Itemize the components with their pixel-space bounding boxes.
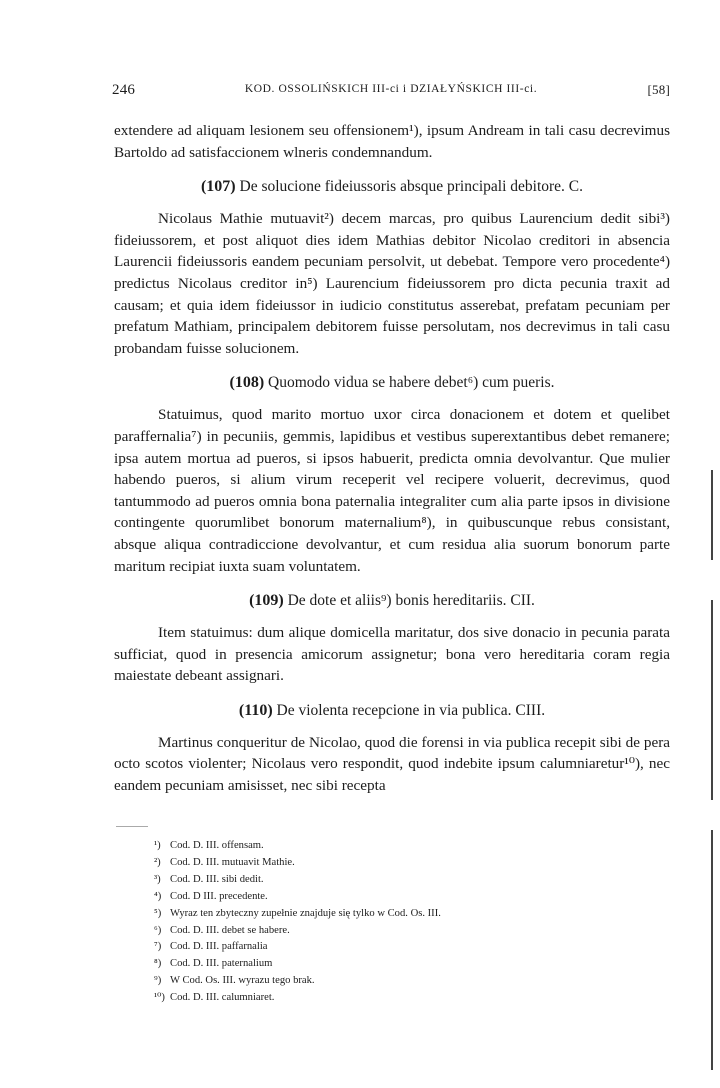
footnote-text: Cod. D. III. offensam. xyxy=(170,840,264,851)
footnote-text: Wyraz ten zbyteczny zupełnie znajduje się tylko w Cod. Os. III. xyxy=(170,907,441,919)
footnote-text: Cod. D. III. mutuavit Mathie. xyxy=(170,856,295,868)
footnote-divider xyxy=(116,826,148,827)
heading-text: Quomodo vidua se habere debet⁶) cum pueris. xyxy=(268,374,555,392)
heading-text: De solucione fideiussoris absque principali debitore. C. xyxy=(239,178,584,196)
paragraph-109: Item statuimus: dum alique domicella maritatur, dos sive donacio in pecunia parata sufficiat, quod in presencia amicorum assignetur; bona vero hereditaria coram regia maiestate debeant assignari. xyxy=(114,624,670,685)
footnote-mark: ⁹) xyxy=(154,975,162,987)
footnote xyxy=(154,973,634,990)
footnote-mark: ⁴) xyxy=(154,890,162,902)
footnote-text: Cod. D III. precedente. xyxy=(170,890,268,902)
footnotes xyxy=(154,838,634,1007)
paragraph-continued: extendere ad aliquam lesionem seu offensionem¹), ipsum Andream in tali casu decrevimus Bartoldo ad satisfaccionem wlneris condemnandum. xyxy=(114,122,670,161)
heading-107 xyxy=(114,176,670,197)
scan-edge-line xyxy=(711,830,713,1070)
paragraph-108: Statuimus, quod marito mortuo uxor circa donacionem et dotem et quelibet paraffernalia⁷) in pecuniis, gemmis, lapidibus et vestibus superextantibus debet remanere; ipsa autem mortua ad pueros, si ipsos habuerit, predicta omnia devolvantur. Que mulier habendo pueros, si alium virum receperit vel recipere voluerit, decrevimus, quod tantummodo ad pueros omnia bona paternalia integraliter cum alia parte ipsos in divisione contingente quorumlibet bonorum maternalium⁸), in quibuscunque rebus consistant, absque aliqua contradiccione devolvantur, et cum residua alia suorum bonorum parte maritum recipiat iuxta suam voluntatem. xyxy=(114,406,670,575)
heading-number: (108) xyxy=(229,374,265,392)
footnote-text: Cod. D. III. sibi dedit. xyxy=(170,873,264,885)
footnote xyxy=(154,838,634,855)
paragraph-107: Nicolaus Mathie mutuavit²) decem marcas, pro quibus Laurencium dedit sibi³) fideiussorem, et post aliquot dies idem Mathias debitor Nicolao creditori in absencia Laurencii fideiussoris eandem pecuniam persolvit, ut debebat. Tempore vero procedente⁴) predictus Nicolaus creditor in⁵) Laurencium fideiussorem pro dicta pecunia traxit ad causam; et quia idem fideiussor in iudicio constitutus asserebat, prefatam pecuniam per prefatum Mathiam, principalem debitorem fuisse persolutam, nos decrevimus in tali casu probandam fuisse solucionem. xyxy=(114,210,670,357)
footnote-text: Cod. D. III. paffarnalia xyxy=(170,941,268,953)
footnote xyxy=(154,906,634,923)
heading-number: (110) xyxy=(238,701,273,719)
main-text xyxy=(114,120,670,797)
heading-number: (107) xyxy=(200,178,236,196)
footnote xyxy=(154,872,634,889)
heading-text: De violenta recepcione in via publica. CIII. xyxy=(276,701,546,719)
footnote xyxy=(154,956,634,973)
footnote-text: Cod. D. III. calumniaret. xyxy=(170,992,275,1004)
running-head xyxy=(112,82,670,104)
footnote-mark: ⁶) xyxy=(154,924,162,936)
footnote-mark: ⁵) xyxy=(154,907,162,919)
footnote-mark: ³) xyxy=(154,873,161,885)
footnote-mark: ¹) xyxy=(154,840,161,851)
scan-edge-line xyxy=(711,470,713,560)
footnote xyxy=(154,923,634,940)
heading-110 xyxy=(114,700,670,721)
footnote-text: Cod. D. III. paternalium xyxy=(170,958,273,970)
footnote-text: Cod. D. III. debet se habere. xyxy=(170,924,290,936)
footnote-mark: ²) xyxy=(154,856,161,868)
heading-108 xyxy=(114,372,670,393)
footnote-mark: ⁷) xyxy=(154,941,162,953)
heading-text: De dote et aliis⁹) bonis hereditariis. CII. xyxy=(287,592,535,610)
footnote xyxy=(154,889,634,906)
paragraph-110: Martinus conqueritur de Nicolao, quod die forensi in via publica recepit sibi de pera octo scotos violenter; Nicolaus vero respondit, quod indebite ipsum calumniaretur¹⁰), nec eandem pecuniam amisisset, nec sibi recepta xyxy=(114,733,670,795)
running-title: KOD. OSSOLIŃSKICH III-ci i DZIAŁYŃSKICH III-ci. xyxy=(244,83,538,95)
footnote xyxy=(154,990,634,1007)
heading-109 xyxy=(114,590,670,611)
footnote xyxy=(154,939,634,956)
footnote-mark: ⁸) xyxy=(154,958,162,970)
scan-edge-line xyxy=(711,600,713,800)
section-number: [58] xyxy=(647,82,670,97)
footnote xyxy=(154,855,634,872)
footnote-text: W Cod. Os. III. wyrazu tego brak. xyxy=(170,975,315,987)
heading-number: (109) xyxy=(249,592,284,610)
footnote-mark: ¹⁰) xyxy=(154,992,165,1004)
page-number: 246 xyxy=(112,82,136,98)
